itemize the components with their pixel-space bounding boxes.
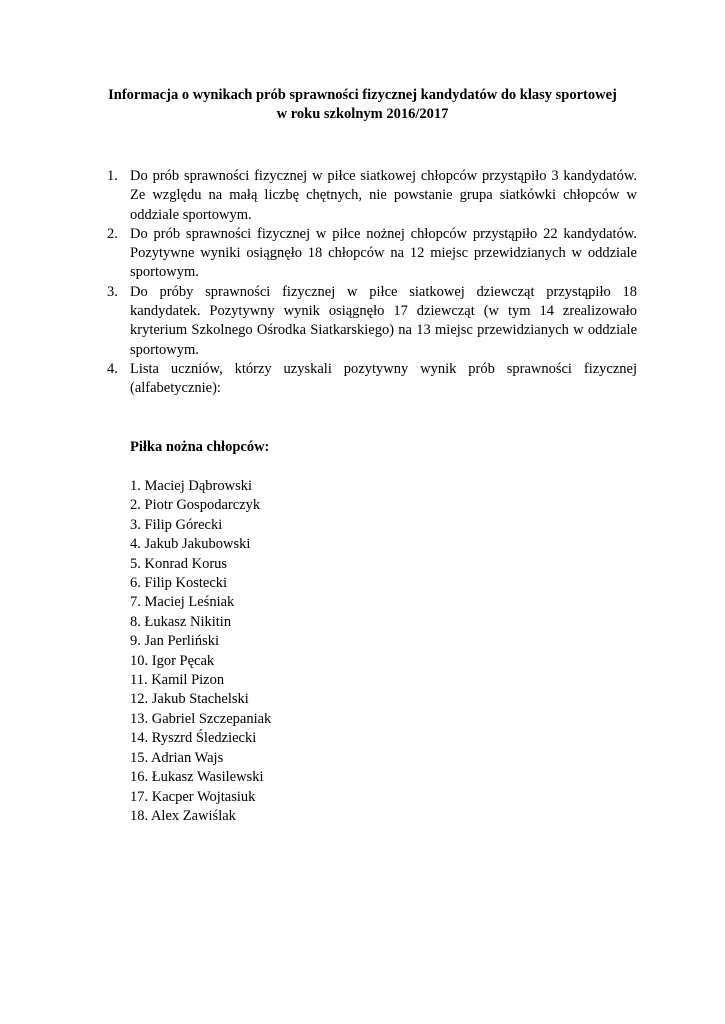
info-point-number: 2.: [107, 225, 118, 242]
list-item: 13. Gabriel Szczepaniak: [130, 710, 272, 727]
info-point-text: Do prób sprawności fizycznej w piłce siatkowej chłopców przystąpiło 3 kandydatów. Ze względu na małą liczbę chętnych, nie powstanie grupa siatkówki chłopców w oddziale sportowym.: [130, 168, 637, 223]
list-item: 18. Alex Zawiślak: [130, 807, 236, 824]
list-item: 1. Maciej Dąbrowski: [130, 478, 253, 494]
list-item: 17. Kacper Wojtasiuk: [130, 788, 256, 805]
list-item: 15. Adrian Wajs: [130, 749, 224, 766]
list-item: 11. Kamil Pizon: [130, 672, 225, 689]
title-line-2: w roku szkolnym 2016/2017: [276, 106, 449, 122]
info-points-list: [107, 167, 637, 399]
list-item: 10. Igor Pęcak: [130, 652, 215, 669]
info-point: [107, 283, 637, 360]
list-item: 12. Jakub Stachelski: [130, 691, 249, 708]
info-point-number: 1.: [107, 168, 118, 184]
list-item: 4. Jakub Jakubowski: [130, 536, 251, 553]
section-heading: Piłka nożna chłopców:: [130, 439, 270, 455]
list-item: 3. Filip Górecki: [130, 516, 223, 533]
list-item: 8. Łukasz Nikitin: [130, 613, 232, 630]
names-list: [130, 477, 271, 826]
document-title: [0, 86, 725, 124]
info-point-number: 3.: [107, 283, 118, 300]
info-point-text: Do prób sprawności fizycznej w piłce nożnej chłopców przystąpiło 22 kandydatów. Pozytywne wyniki osiągnęło 18 chłopców na 12 miejsc przewidzianych w oddziale sportowym.: [130, 225, 637, 281]
info-point-text: Lista uczniów, którzy uzyskali pozytywny wynik prób sprawności fizycznej (alfabetycznie):: [130, 360, 637, 397]
list-item: 14. Ryszrd Śledziecki: [130, 730, 257, 747]
info-point-number: 4.: [107, 360, 118, 377]
info-point: [107, 167, 637, 225]
list-item: 6. Filip Kostecki: [130, 575, 228, 592]
info-point: [107, 360, 637, 399]
info-point-text: Do próby sprawności fizycznej w piłce siatkowej dziewcząt przystąpiło 18 kandydatek. Pozytywny wynik osiągnęło 17 dziewcząt (w tym 14 zrealizowało kryterium Szkolnego Ośrodka Siatkarskiego) na 13 miejsc przewidzianych w oddziale sportowym.: [130, 283, 637, 358]
list-item: 5. Konrad Korus: [130, 555, 228, 572]
list-item: 9. Jan Perliński: [130, 633, 220, 650]
title-line-1: Informacja o wynikach prób sprawności fizycznej kandydatów do klasy sportowej: [108, 87, 617, 103]
list-item: 7. Maciej Leśniak: [130, 594, 235, 611]
list-item: 2. Piotr Gospodarczyk: [130, 497, 261, 514]
info-point: [107, 225, 637, 283]
list-item: 16. Łukasz Wasilewski: [130, 769, 264, 786]
